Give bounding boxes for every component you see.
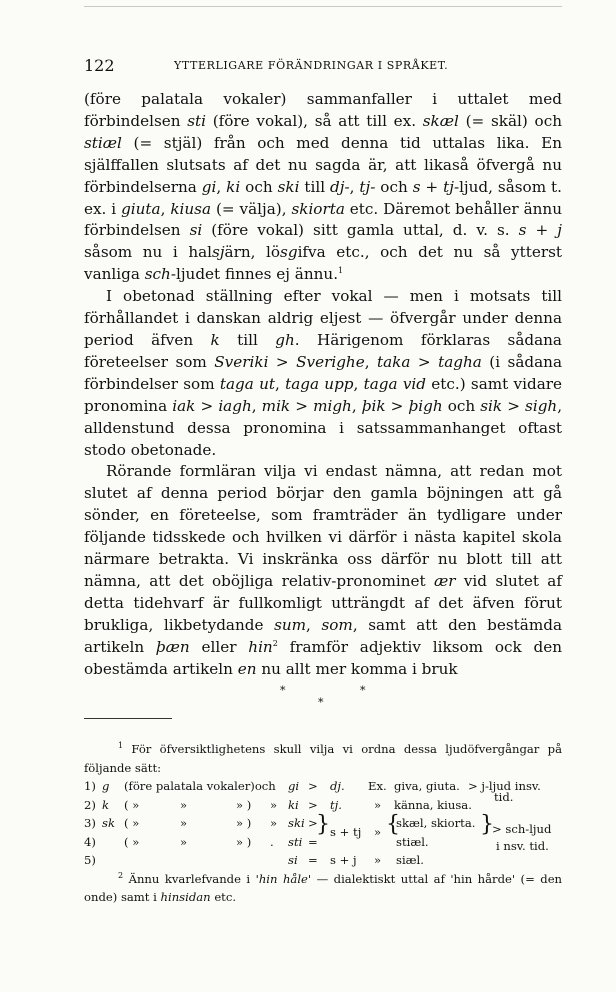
italic-term: hinsidan (160, 890, 211, 904)
italic-term: dj- (330, 177, 350, 196)
italic-term: gi (201, 177, 217, 196)
text-run: > (195, 396, 219, 415)
footnotes (84, 740, 562, 907)
text-run: eller (189, 637, 249, 656)
italic-term: ski (277, 177, 300, 196)
asterisk: * (360, 684, 366, 697)
italic-term: j (557, 221, 562, 240)
row-condition: ( » (124, 834, 140, 849)
text-run: > (290, 396, 314, 415)
italic-term: taka (377, 352, 411, 371)
italic-term: sch (144, 265, 171, 284)
row-arrow: > (308, 816, 318, 830)
italic-term: Sveriki (214, 352, 269, 371)
paragraph (84, 89, 562, 286)
text-run: , (216, 177, 227, 196)
row-source: gi (288, 779, 300, 793)
italic-term: skiorta (291, 199, 345, 218)
row-arrow: > (308, 779, 318, 793)
row-arrow: = (308, 834, 318, 849)
text-run: > (385, 396, 409, 415)
text-run: och (240, 177, 278, 196)
text-run: , (160, 199, 171, 218)
italic-term: mik (261, 396, 291, 415)
main-text (84, 89, 562, 680)
text-run: > (502, 396, 526, 415)
text-run: Ännu kvarlefvande i ' (128, 871, 259, 886)
row-number: 5) (84, 853, 96, 867)
italic-term: iak (172, 396, 196, 415)
text-run: (= välja), (211, 199, 292, 218)
text-run: , (274, 374, 286, 393)
text-run: , (349, 177, 360, 196)
row-condition: (före palatala vokaler)och (124, 779, 276, 793)
text-run: , alldenstund dessa pronomina i satssammanhanget oftast stodo obetonade. (84, 396, 563, 459)
row-target: tj. (330, 797, 342, 812)
text-run: ärn, lö (224, 243, 281, 262)
row-number: 2) (84, 797, 96, 812)
top-edge-line (84, 6, 562, 7)
footnote-marker: 1 (118, 741, 124, 751)
italic-term: stiæl (84, 133, 122, 152)
row-ditto: » (180, 834, 188, 849)
asterisk: * (280, 684, 286, 697)
text-run: (= stjäl) från och med denna tid uttalas lika. En själffallen slutsats af det nu sagda är, att likaså öfvergå nu förbindelserna (84, 133, 562, 196)
italic-term: taga vid (363, 374, 427, 393)
running-title: YTTERLIGARE FÖRÄNDRINGAR I SPRÅKET. (174, 59, 449, 72)
row-ditto: » (180, 816, 188, 830)
footnote-rule (84, 718, 172, 719)
section-asterisks (84, 678, 562, 714)
italic-term: ær (433, 571, 456, 590)
footnote-marker: 1 (338, 266, 344, 276)
right-brace: } (316, 812, 330, 837)
row-condition: ( » (124, 816, 140, 830)
text-run: till (299, 177, 331, 196)
italic-term: sj (212, 243, 225, 262)
italic-term: taga ut (219, 374, 275, 393)
row-arrow: = (308, 853, 318, 867)
row-target: s + tj (330, 825, 362, 839)
paragraph (84, 286, 562, 461)
row-number: 3) (84, 816, 96, 830)
italic-term: þigh (408, 396, 443, 415)
row-words: siæl. (396, 853, 424, 867)
footnote-1 (84, 740, 562, 777)
page-header (84, 56, 562, 78)
text-run: + (420, 177, 444, 196)
row-ditto: » ) (236, 816, 252, 830)
row-ditto: » (270, 816, 278, 830)
right-brace: } (480, 812, 494, 837)
italic-term: tagha (438, 352, 482, 371)
row-consonant: k (102, 797, 110, 812)
italic-term: sti (187, 111, 207, 130)
text-run: , (251, 396, 262, 415)
row-ex: » (374, 853, 382, 867)
row-source: ski (288, 816, 305, 830)
italic-term: s (412, 177, 421, 196)
italic-term: ki (226, 177, 241, 196)
row-number: 1) (84, 779, 96, 793)
italic-term: k (210, 330, 220, 349)
text-run: och (375, 177, 413, 196)
row-ditto: » ) (236, 834, 252, 849)
italic-term: en (237, 659, 257, 678)
text-run: -ljud, såsom t. ex. i (84, 177, 562, 218)
footnote-table-row (84, 777, 562, 796)
text-run: och (442, 396, 481, 415)
text-run: . Härigenom förklaras sådana företeelser som (84, 330, 562, 371)
italic-term: migh (313, 396, 352, 415)
row-condition: ( » (124, 797, 140, 812)
text-run: (i sådana förbindelser som (84, 352, 562, 393)
text-run: Rörande formläran vilja vi endast nämna, att redan mot slutet af denna period börjar den gamla böjningen att gå sönder, en företeelse, som framträder än tydligare under följande tidsskede och hvilken vi därför i nästa kapitel skola närmare betrakta. Vi inskränka oss därför nu blott till att nämna, att det oböjliga relativ-pronominet (84, 462, 562, 590)
row-source: sti (288, 834, 303, 849)
text-run: + (526, 221, 558, 240)
text-run: ' — dialektiskt uttal af 'hin hårde' (= den onde) samt i (84, 871, 563, 904)
text-run: etc. (210, 890, 237, 904)
italic-term: taga upp (285, 374, 354, 393)
text-run: , (364, 352, 377, 371)
footnote-2 (84, 870, 562, 907)
row-source: si (288, 853, 298, 867)
italic-term: sg (280, 243, 298, 262)
italic-term: kiusa (170, 199, 212, 218)
row-source: ki (288, 797, 299, 812)
row-ex: » (374, 797, 382, 812)
row-ex: Ex. (368, 779, 387, 793)
text-run: etc.) samt vidare pronomina (84, 374, 562, 415)
text-run: etc. Däremot behåller ännu förbindelsen (84, 199, 562, 240)
left-brace: { (386, 812, 400, 837)
row-consonant: sk (102, 816, 115, 830)
row-result: i nsv. tid. (496, 838, 549, 853)
book-page (84, 0, 562, 992)
row-words: stiæl. (396, 834, 429, 849)
row-ditto: . (270, 834, 274, 849)
italic-term: som (321, 615, 353, 634)
footnote-marker: 2 (118, 870, 124, 880)
italic-term: sigh (525, 396, 558, 415)
italic-term: þæn (155, 637, 190, 656)
row-words: känna, kiusa. (394, 797, 472, 812)
text-run: I obetonad ställning efter vokal — men i motsats till förhållandet i danskan aldrig eljest — öfvergår under denna period äfven (84, 287, 562, 349)
row-ditto: » ) (236, 797, 252, 812)
text-run: -ljudet finnes ej ännu. (170, 265, 339, 284)
row-number: 4) (84, 834, 96, 849)
footnote-table-row (84, 812, 562, 839)
italic-term: hin håle (258, 871, 308, 886)
italic-term: skæl (422, 111, 459, 130)
italic-term: sik (480, 396, 503, 415)
text-run: framför adjektiv liksom ock den obestämda artikeln (84, 637, 563, 678)
text-run: vid slutet af detta tidehvarf är fullkomligt utträngdt af det äfven förut brukliga, likbetydande (84, 571, 562, 634)
italic-term: s (518, 221, 527, 240)
row-result: tid. (494, 789, 514, 804)
page-number: 122 (84, 56, 115, 75)
italic-term: Sverighe (296, 352, 365, 371)
row-result: > sch-ljud (492, 822, 552, 836)
row-target: dj. (330, 779, 345, 793)
row-arrow: > (308, 797, 318, 812)
text-run: (före vokal), så att till ex. (206, 111, 423, 130)
row-ditto: » (270, 797, 278, 812)
text-run: , (306, 615, 322, 634)
text-run: , (353, 374, 364, 393)
italic-term: hin (248, 637, 273, 656)
row-ditto: » (180, 797, 188, 812)
row-consonant: g (102, 779, 110, 793)
row-result: > j-ljud insv. (468, 779, 541, 793)
italic-term: giuta (121, 199, 161, 218)
paragraph (84, 461, 562, 680)
text-run: > (268, 352, 297, 371)
text-run: > (410, 352, 439, 371)
italic-term: tj- (359, 177, 376, 196)
italic-term: iagh (218, 396, 252, 415)
row-words: giva, giuta. (394, 779, 460, 793)
text-run: till (219, 330, 276, 349)
row-target: s + j (330, 853, 357, 867)
footnote-1-text: För öfversiktlighetens skull vilja vi ordna dessa ljudöfvergångar på följande sätt: (84, 742, 563, 775)
text-run: nu allt mer komma i bruk (256, 659, 458, 678)
italic-term: tj (443, 177, 454, 196)
footnote-table-row (84, 833, 562, 852)
text-run: (före palatala vokaler) sammanfaller i uttalet med förbindelsen (84, 90, 562, 130)
italic-term: þik (361, 396, 386, 415)
footnote-marker: 2 (272, 638, 278, 648)
row-ex: » (374, 825, 382, 839)
text-run: , samt att den bestämda artikeln (84, 615, 562, 656)
italic-term: sum (274, 615, 307, 634)
text-run: (före vokal) sitt gamla uttal, d. v. s. (202, 221, 519, 240)
footnote-table-row (84, 851, 562, 870)
text-run: (= skäl) och (458, 111, 562, 130)
row-words: skæl, skiorta. (396, 816, 476, 830)
text-run: , (351, 396, 362, 415)
asterisk: * (318, 696, 324, 709)
text-run: ifva etc., och det nu så ytterst vanliga (84, 243, 562, 284)
text-run: såsom nu i hal (84, 243, 213, 262)
italic-term: si (189, 221, 203, 240)
italic-term: gh (275, 330, 295, 349)
